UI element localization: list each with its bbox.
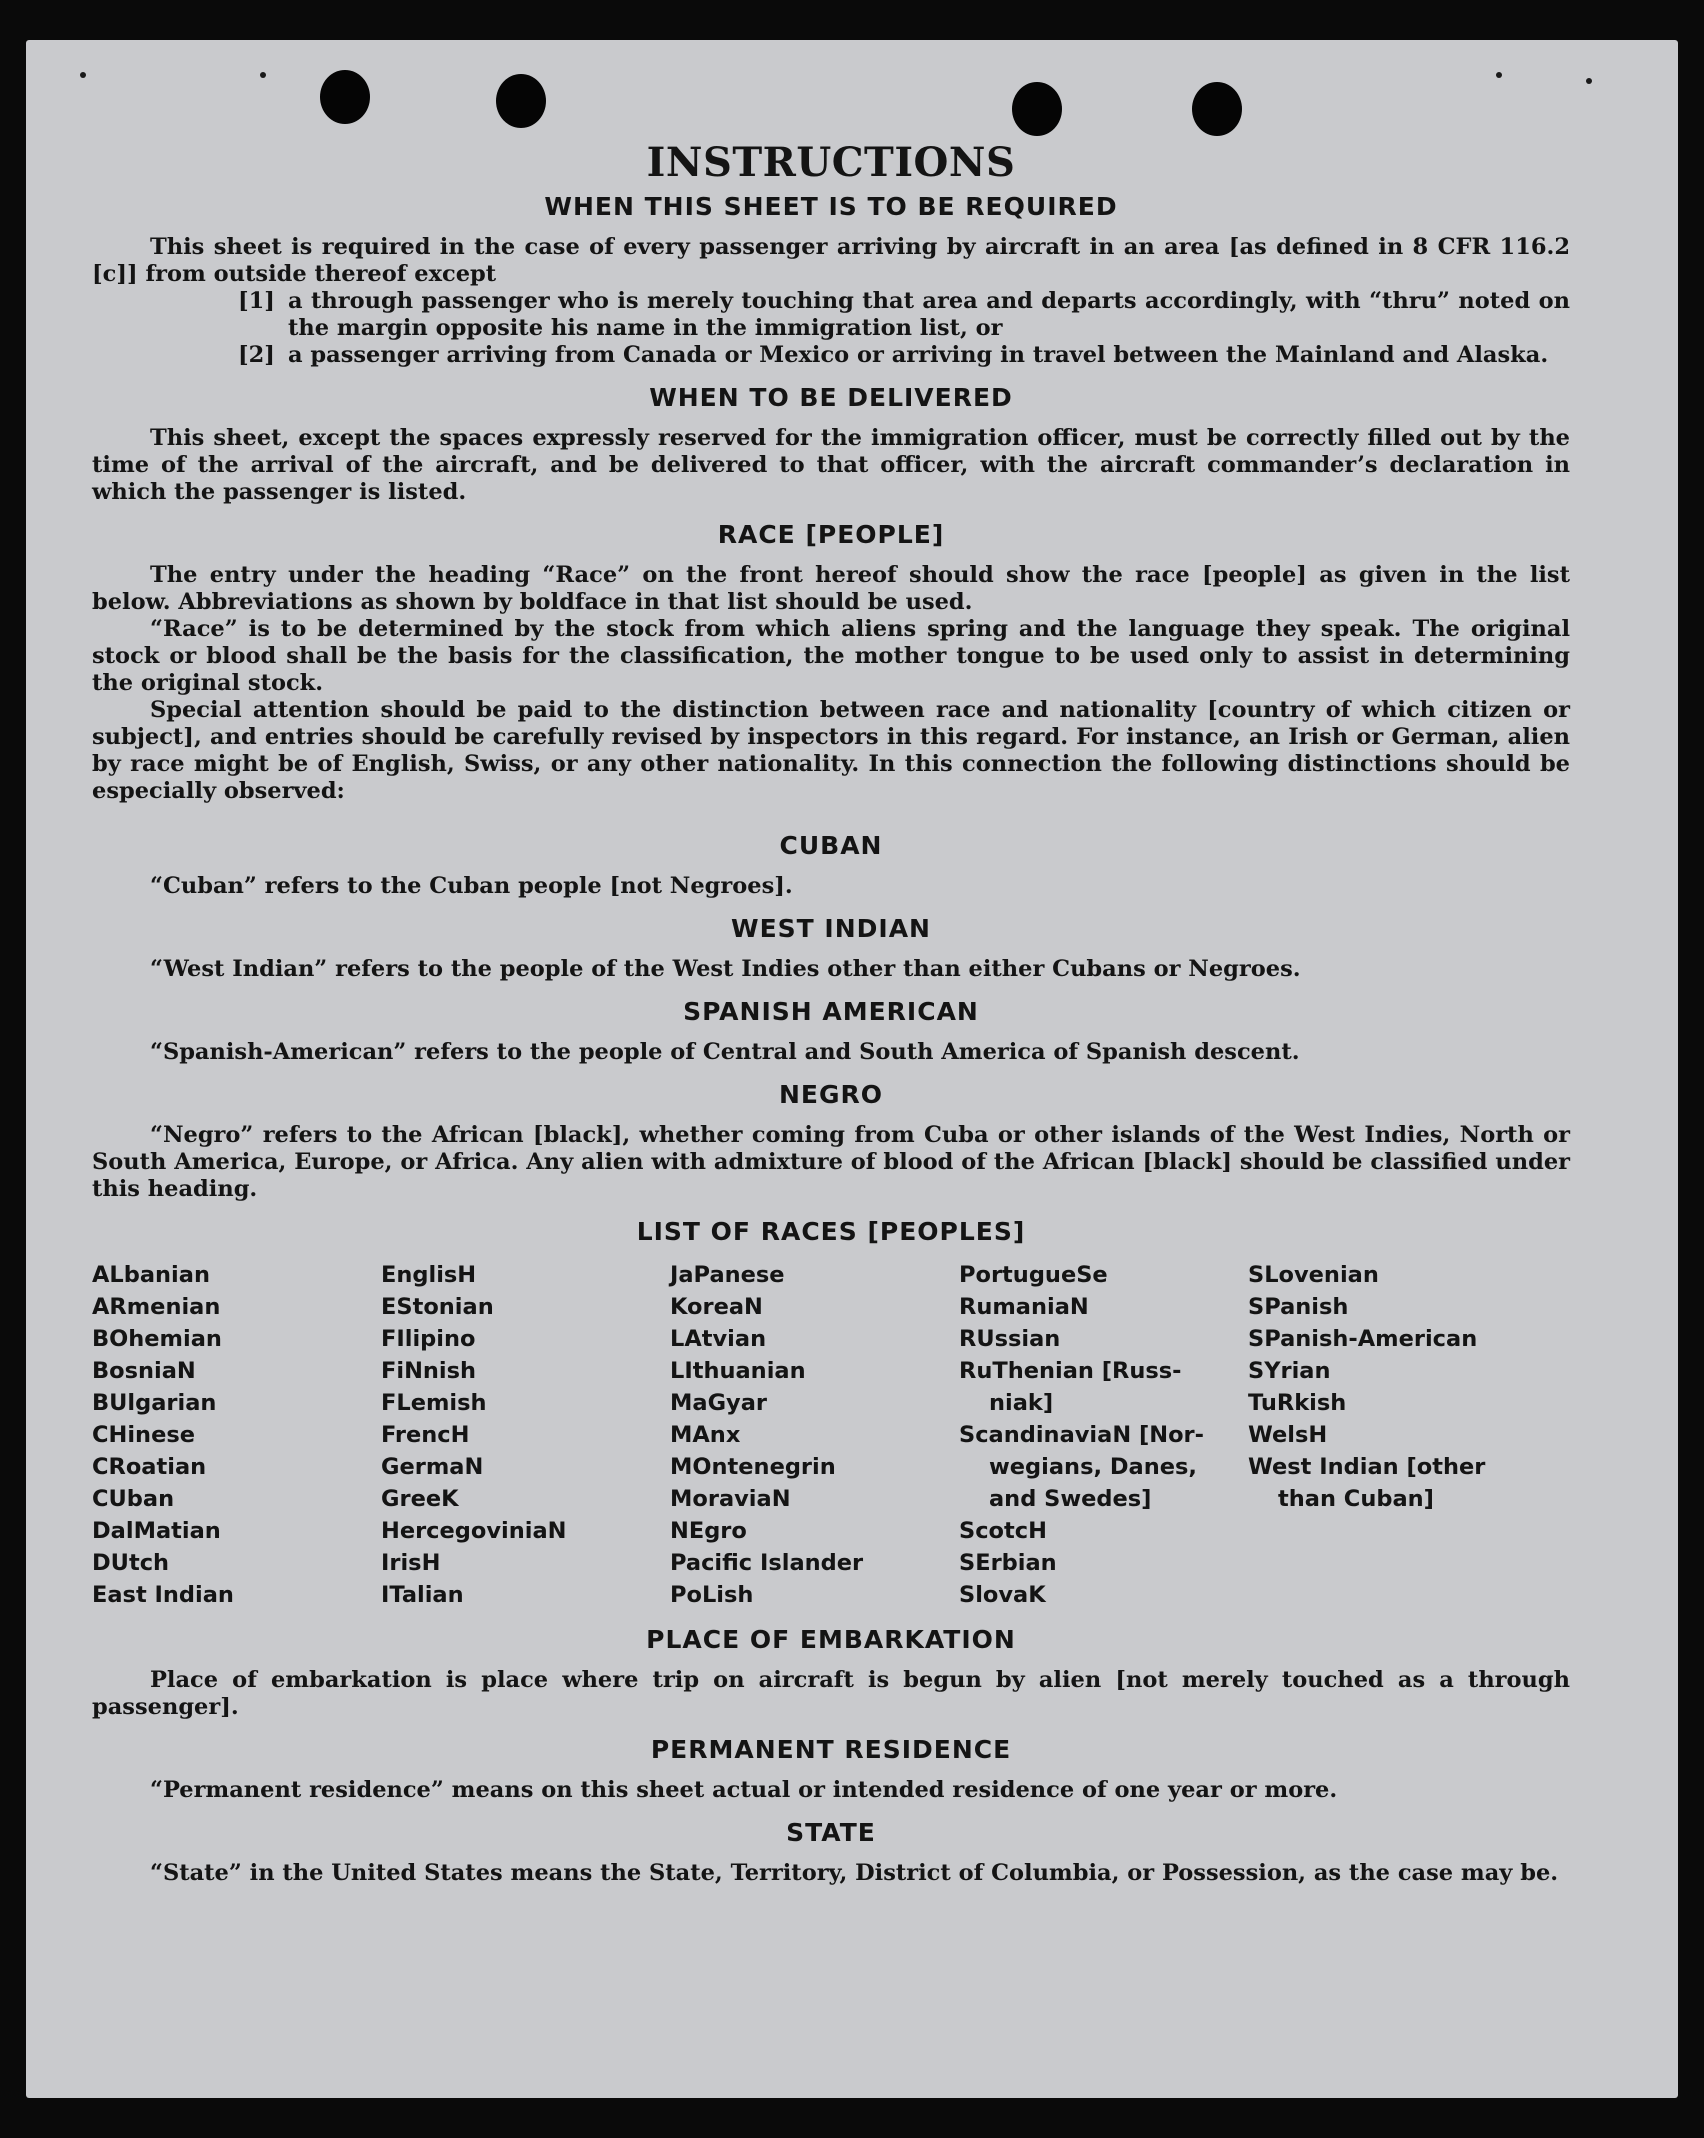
- cuban-text: “Cuban” refers to the Cuban people [not Negroes].: [150, 873, 793, 899]
- punch-dot: [80, 72, 86, 78]
- race-entry: LAtvian: [670, 1326, 767, 1352]
- races-column: [381, 1259, 670, 1611]
- west-indian-text: “West Indian” refers to the people of the West Indies other than either Cubans or Negroes.: [150, 956, 1301, 982]
- race-entry: FLemish: [381, 1390, 487, 1416]
- race-entry: ARmenian: [92, 1294, 221, 1320]
- race-entry: TuRkish: [1248, 1390, 1347, 1416]
- race-entry: East Indian: [92, 1582, 234, 1608]
- heading-state: STATE: [786, 1818, 876, 1847]
- race-entry: EnglisH: [381, 1262, 477, 1288]
- heading-permanent-residence: PERMANENT RESIDENCE: [650, 1735, 1012, 1764]
- heading-race: RACE [PEOPLE]: [717, 520, 945, 549]
- punch-hole: [1012, 82, 1062, 136]
- permanent-residence-text: “Permanent residence” means on this sheet actual or intended residence of one year or more.: [150, 1777, 1338, 1803]
- punch-hole: [496, 74, 546, 128]
- races-column: [92, 1259, 381, 1611]
- race-paragraph-2: “Race” is to be determined by the stock from which aliens spring and the language they speak. The original stock or blood shall be the basis for the classification, the mother tongue to be used only to assist in determining the original stock.: [92, 616, 1570, 696]
- heading-embarkation: PLACE OF EMBARKATION: [646, 1625, 1016, 1654]
- race-entry: SErbian: [959, 1550, 1057, 1576]
- exception-item: [238, 342, 1570, 369]
- race-entry: PoLish: [670, 1582, 754, 1608]
- exception-text: a passenger arriving from Canada or Mexico or arriving in travel between the Mainland and Alaska.: [288, 342, 1549, 368]
- exception-number: [1]: [238, 288, 275, 314]
- race-entry: niak]: [989, 1390, 1054, 1416]
- heading-west-indian: WEST INDIAN: [731, 914, 931, 943]
- race-entry: than Cuban]: [1278, 1486, 1434, 1512]
- race-entry: JaPanese: [670, 1262, 785, 1288]
- race-entry: SlovaK: [959, 1582, 1046, 1608]
- race-entry: wegians, Danes,: [989, 1454, 1197, 1480]
- races-column: [670, 1259, 959, 1611]
- race-entry: FiNnish: [381, 1358, 477, 1384]
- race-paragraph-3: Special attention should be paid to the distinction between race and nationality [country of which citizen or subject], and entries should be carefully revised by inspectors in this regard. For instance, an Irish or German, alien by race might be of English, Swiss, or any other nationality. In this connection the following distinctions should be especially observed:: [92, 697, 1570, 804]
- heading-list-of-races: LIST OF RACES [PEOPLES]: [636, 1217, 1026, 1246]
- race-entry: FIlipino: [381, 1326, 476, 1352]
- race-entry: MOntenegrin: [670, 1454, 836, 1480]
- spanish-american-text: “Spanish-American” refers to the people of Central and South America of Spanish descent.: [150, 1039, 1300, 1065]
- race-entry: SPanish: [1248, 1294, 1349, 1320]
- punch-dot: [1496, 72, 1502, 78]
- embarkation-text: Place of embarkation is place where trip on aircraft is begun by alien [not merely touched as a through passenger].: [92, 1667, 1570, 1720]
- race-entry: KoreaN: [670, 1294, 763, 1320]
- when-delivered-text: This sheet, except the spaces expressly reserved for the immigration officer, must be correctly filled out by the time of the arrival of the aircraft, and be delivered to that officer, with the aircraft commander’s declaration in which the passenger is listed.: [92, 425, 1570, 505]
- race-entry: West Indian [other: [1248, 1454, 1486, 1480]
- race-entry: DalMatian: [92, 1518, 221, 1544]
- races-column: [1248, 1259, 1568, 1611]
- punch-hole: [320, 70, 370, 124]
- race-entry: LIthuanian: [670, 1358, 806, 1384]
- race-entry: RUssian: [959, 1326, 1061, 1352]
- race-entry: DUtch: [92, 1550, 170, 1576]
- page-title: INSTRUCTIONS: [646, 139, 1016, 186]
- race-entry: WelsH: [1248, 1422, 1328, 1448]
- when-required-intro: This sheet is required in the case of every passenger arriving by aircraft in an area [as defined in 8 CFR 116.2 [c]] from outside thereof except: [92, 234, 1570, 287]
- race-entry: MaGyar: [670, 1390, 767, 1416]
- exception-number: [2]: [238, 342, 275, 368]
- exception-item: [238, 288, 1570, 342]
- state-text: “State” in the United States means the State, Territory, District of Columbia, or Possession, as the case may be.: [150, 1860, 1559, 1886]
- race-entry: CRoatian: [92, 1454, 207, 1480]
- race-entry: BUlgarian: [92, 1390, 217, 1416]
- race-entry: HercegoviniaN: [381, 1518, 567, 1544]
- race-entry: PortugueSe: [959, 1262, 1108, 1288]
- race-entry: ALbanian: [92, 1262, 210, 1288]
- race-entry: FrencH: [381, 1422, 470, 1448]
- race-entry: Pacific Islander: [670, 1550, 864, 1576]
- race-entry: RuThenian [Russ-: [959, 1358, 1182, 1384]
- race-entry: SPanish-American: [1248, 1326, 1478, 1352]
- races-column: [959, 1259, 1248, 1611]
- race-entry: GermaN: [381, 1454, 484, 1480]
- negro-text: “Negro” refers to the African [black], whether coming from Cuba or other islands of the West Indies, North or South America, Europe, or Africa. Any alien with admixture of blood of the African [black] should be classified under this heading.: [92, 1122, 1570, 1202]
- race-entry: SLovenian: [1248, 1262, 1379, 1288]
- race-paragraph-1: The entry under the heading “Race” on the front hereof should show the race [people] as given in the list below. Abbreviations as shown by boldface in that list should be used.: [92, 562, 1570, 615]
- instructions-content: [92, 140, 1570, 1887]
- exception-text: a through passenger who is merely touching that area and departs accordingly, with “thru” noted on the margin opposite his name in the immigration list, or: [288, 288, 1570, 341]
- race-entry: IrisH: [381, 1550, 441, 1576]
- punch-dot: [260, 72, 266, 78]
- race-entry: BOhemian: [92, 1326, 222, 1352]
- heading-cuban: CUBAN: [779, 831, 883, 860]
- races-list: [92, 1259, 1570, 1611]
- race-entry: and Swedes]: [989, 1486, 1152, 1512]
- race-entry: MAnx: [670, 1422, 741, 1448]
- race-entry: GreeK: [381, 1486, 459, 1512]
- punch-dot: [1586, 78, 1592, 84]
- race-entry: NEgro: [670, 1518, 747, 1544]
- race-entry: ScandinaviaN [Nor-: [959, 1422, 1204, 1448]
- heading-when-delivered: WHEN TO BE DELIVERED: [649, 383, 1013, 412]
- race-entry: RumaniaN: [959, 1294, 1089, 1320]
- race-entry: BosniaN: [92, 1358, 196, 1384]
- race-entry: CHinese: [92, 1422, 195, 1448]
- race-entry: ScotcH: [959, 1518, 1047, 1544]
- heading-when-required: WHEN THIS SHEET IS TO BE REQUIRED: [544, 192, 1118, 221]
- race-entry: ITalian: [381, 1582, 464, 1608]
- heading-spanish-american: SPANISH AMERICAN: [683, 997, 979, 1026]
- race-entry: EStonian: [381, 1294, 494, 1320]
- heading-negro: NEGRO: [778, 1080, 884, 1109]
- race-entry: CUban: [92, 1486, 175, 1512]
- race-entry: MoraviaN: [670, 1486, 791, 1512]
- race-entry: SYrian: [1248, 1358, 1331, 1384]
- punch-hole: [1192, 82, 1242, 136]
